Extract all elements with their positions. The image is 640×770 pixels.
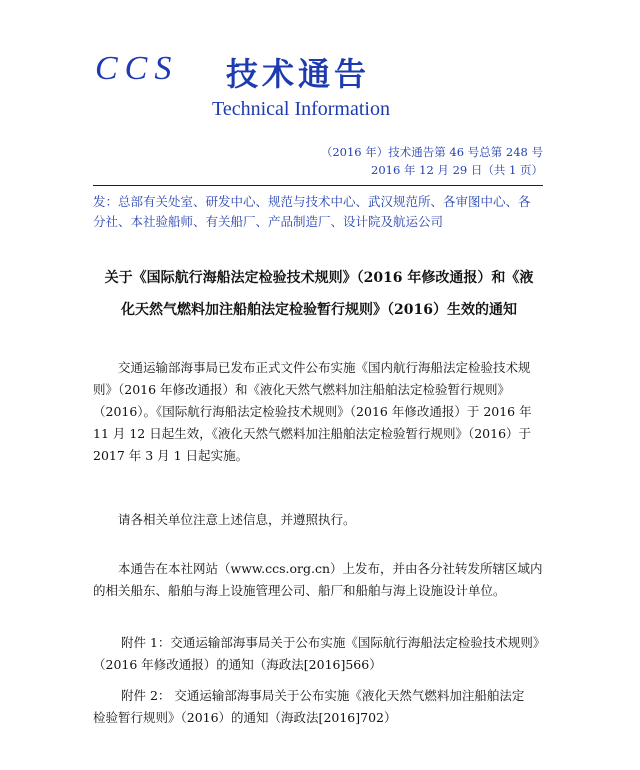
technical-info-title-cn: 技术通告	[226, 55, 371, 93]
body-paragraph-3: 本通告在本社网站（www.ccs.org.cn）上发布，并由各分社转发所辖区域内的相关船东、船舶与海上设施管理公司、船厂和船舶与海上设施设计单位。	[93, 561, 543, 598]
attachment-2	[93, 685, 545, 729]
body-paragraph-1: 交通运输部海事局已发布正式文件公布实施《国内航行海船法定检验技术规则》（2016 年修改通报）和《液化天然气燃料加注船舶法定检验暂行规则》（2016）。《国际航行海船法定检验技术规则》（2016 年修改通报）于 2016 年 11 月 12 日起生效，《液化天然气燃料加注船舶法定检验暂行规则》（2016）于 2017 年 3 月 1 日起实施。	[93, 360, 532, 463]
attachment-1-line-2: （2016 年修改通报）的通知（海政法[2016]566）	[93, 657, 382, 672]
attachment-1	[93, 632, 545, 676]
distribution-line-1: 发：总部有关处室、研发中心、规范与技术中心、武汉规范所、各审图中心、各	[93, 194, 531, 209]
header-divider	[93, 185, 543, 186]
notice-title	[93, 262, 545, 326]
body-paragraph-2: 请各相关单位注意上述信息，并遵照执行。	[118, 512, 356, 527]
attachment-1-line-1: 附件 1：交通运输部海事局关于公布实施《国际航行海船法定检验技术规则》	[121, 635, 546, 650]
attachment-2-line-2: 检验暂行规则》（2016）的通知（海政法[2016]702）	[93, 710, 397, 725]
attachment-2-line-1: 附件 2： 交通运输部海事局关于公布实施《液化天然气燃料加注船舶法定	[121, 688, 525, 703]
distribution-line-2: 分社、本社验船师、有关船厂、产品制造厂、设计院及航运公司	[93, 214, 444, 229]
document-number-block	[321, 143, 543, 179]
notice-title-line-2: 化天然气燃料加注船舶法定检验暂行规则》（2016）生效的通知	[121, 302, 517, 318]
distribution-list	[93, 192, 545, 232]
ccs-logo-text: CCS	[95, 50, 179, 87]
technical-info-title-en: Technical Information	[212, 98, 390, 120]
notice-title-line-1: 关于《国际航行海船法定检验技术规则》（2016 年修改通报）和《液	[104, 270, 534, 286]
document-date: 2016 年 12 月 29 日（共 1 页）	[371, 163, 543, 177]
document-number: （2016 年）技术通告第 46 号总第 248 号	[320, 145, 543, 159]
